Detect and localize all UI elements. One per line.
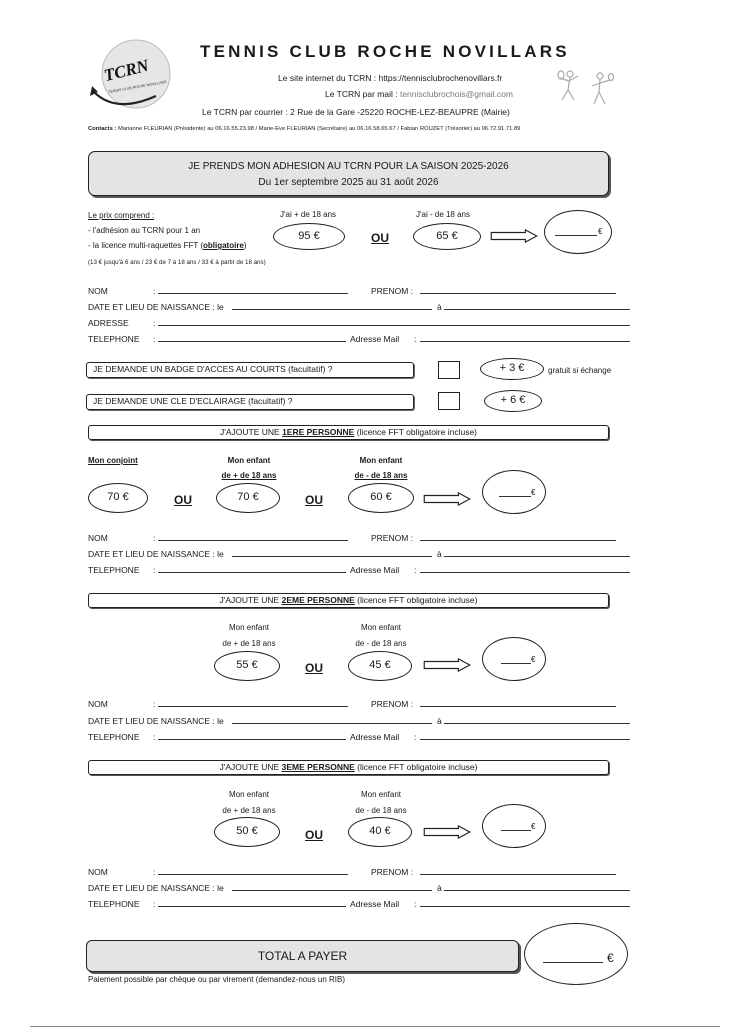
arrow-right-icon (420, 492, 474, 506)
mail-colon: : (414, 334, 417, 344)
person1-adult-label-1: Mon enfant (227, 456, 271, 465)
p2-telephone-colon: : (153, 732, 156, 742)
player-silhouette-icon (556, 66, 614, 116)
p2-birth-place-field[interactable] (444, 723, 630, 724)
adhesion-total-field[interactable] (544, 210, 612, 254)
light-key-price-option (484, 390, 542, 412)
person2-adult-price: 55 € (236, 659, 258, 671)
person3-child-price: 40 € (369, 825, 391, 837)
euro-symbol: € (531, 488, 536, 497)
p1-mail-field[interactable] (420, 572, 630, 573)
person3-bar-bold: 3EME PERSONNE (281, 762, 355, 772)
p1-telephone-field[interactable] (158, 572, 346, 573)
p1-birth-date-field[interactable] (232, 556, 432, 557)
person1-bar-bold: 1ERE PERSONNE (282, 427, 355, 437)
p1-nom-colon: : (153, 533, 156, 543)
mail-field[interactable] (420, 341, 630, 342)
person1-total-blank (499, 496, 531, 497)
person1-total-field[interactable] (482, 470, 546, 514)
p3-telephone-colon: : (153, 899, 156, 909)
p1-nom-label: NOM (88, 533, 108, 543)
total-bar: TOTAL A PAYER (86, 940, 519, 972)
person1-section-bar (88, 425, 609, 440)
person2-adult-label-2: de + de 18 ans (222, 639, 276, 648)
adult-price: 95 € (298, 230, 320, 242)
contacts-label: Contacts : (88, 126, 117, 132)
euro-symbol: € (598, 227, 603, 236)
person1-bar-prefix: J'AJOUTE UNE (219, 427, 283, 437)
person2-total-blank (501, 663, 531, 664)
person2-total-field[interactable] (482, 637, 546, 681)
nom-label: NOM (88, 286, 108, 296)
p3-birth-date-field[interactable] (232, 890, 432, 891)
p2-telephone-label: TELEPHONE (88, 732, 140, 742)
person1-adult-price: 70 € (237, 491, 259, 503)
or-separator: OU (305, 828, 323, 842)
person1-child-price: 60 € (370, 491, 392, 503)
nom-field[interactable] (158, 293, 348, 294)
price-item-adhesion: - l'adhésion au TCRN pour 1 an (88, 226, 201, 235)
contacts-text: Marianne FLEURIAN (Présidente) au 06.16.55.23.98 / Marie-Eve FLEURIAN (Secrétaire) au 06.16.58.65.67 / Fabian ROUZET (Trésorier) au 06.72.91.71.89 (116, 126, 521, 132)
telephone-field[interactable] (158, 341, 346, 342)
person2-bar-suffix: (licence FFT obligatoire incluse) (354, 595, 478, 605)
p1-birth-place-label: à (437, 549, 442, 559)
person3-bar-suffix: (licence FFT obligatoire incluse) (354, 762, 478, 772)
badge-price-option (480, 358, 544, 380)
p1-telephone-colon: : (153, 565, 156, 575)
or-separator: OU (371, 231, 389, 245)
adhesion-total-blank (555, 235, 597, 236)
p2-nom-label: NOM (88, 699, 108, 709)
adult-label: J'ai + de 18 ans (280, 210, 337, 219)
telephone-colon: : (153, 334, 156, 344)
banner-line-1: JE PRENDS MON ADHESION AU TCRN POUR LA SAISON 2025-2026 (188, 161, 509, 172)
p3-telephone-field[interactable] (158, 906, 346, 907)
euro-symbol: € (607, 951, 614, 965)
person3-adult-label-1: Mon enfant (228, 790, 270, 799)
or-separator: OU (174, 493, 192, 507)
birth-date-field[interactable] (232, 309, 432, 310)
person3-adult-option[interactable] (214, 817, 280, 847)
website-line: Le site internet du TCRN : https://tennisclubrochenovillars.fr (278, 73, 503, 83)
person1-conjoint-option[interactable] (88, 483, 148, 513)
badge-request-bar: JE DEMANDE UN BADGE D'ACCES AU COURTS (facultatif) ? (86, 362, 414, 378)
p3-nom-field[interactable] (158, 874, 348, 875)
p3-birth-place-field[interactable] (444, 890, 630, 891)
arrow-right-icon (487, 229, 541, 243)
p2-birth-place-label: à (437, 716, 442, 726)
person3-section-bar (88, 760, 609, 775)
person3-adult-price: 50 € (236, 825, 258, 837)
p1-birth-place-field[interactable] (444, 556, 630, 557)
light-key-request-bar: JE DEMANDE UNE CLE D'ECLAIRAGE (facultatif) ? (86, 394, 414, 410)
adresse-label: ADRESSE (88, 318, 129, 328)
badge-checkbox[interactable] (438, 361, 460, 379)
person1-child-label-1: Mon enfant (359, 456, 403, 465)
contacts-line (88, 126, 520, 132)
prenom-label: PRENOM : (371, 286, 414, 296)
p1-nom-field[interactable] (158, 540, 348, 541)
price-item-licence (88, 241, 247, 250)
grand-total-field[interactable] (524, 923, 628, 985)
p2-mail-field[interactable] (420, 739, 630, 740)
p3-telephone-label: TELEPHONE (88, 899, 140, 909)
person1-child-label-2: de - de 18 ans (354, 471, 408, 480)
banner-line-2: Du 1er septembre 2025 au 31 août 2026 (258, 177, 439, 188)
badge-note: gratuit si échange (548, 366, 612, 375)
person1-adult-option[interactable] (216, 483, 280, 513)
or-separator: OU (305, 493, 323, 507)
or-separator: OU (305, 661, 323, 675)
person1-conjoint-price: 70 € (107, 491, 129, 503)
nom-colon: : (153, 286, 156, 296)
euro-symbol: € (531, 655, 536, 664)
person2-adult-label-1: Mon enfant (228, 623, 270, 632)
p3-prenom-field[interactable] (420, 874, 616, 875)
person2-section-bar (88, 593, 609, 608)
p3-prenom-label: PRENOM : (371, 867, 414, 877)
person1-child-option[interactable] (348, 483, 414, 513)
svg-text:TCRN: TCRN (101, 55, 151, 86)
person1-bar-suffix: (licence FFT obligatoire incluse) (354, 427, 478, 437)
footer-divider (30, 1026, 720, 1027)
person3-bar-prefix: J'AJOUTE UNE (219, 762, 282, 772)
club-logo (86, 36, 178, 114)
person3-child-option[interactable] (348, 817, 412, 847)
birth-label: DATE ET LIEU DE NAISSANCE : le (88, 302, 224, 312)
p2-telephone-field[interactable] (158, 739, 346, 740)
mail-prefix: Le TCRN par mail : (325, 89, 400, 99)
p1-prenom-field[interactable] (420, 540, 616, 541)
season-banner (88, 151, 609, 196)
licence-price-note: (13 € jusqu'à 6 ans / 23 € de 7 à 18 ans / 33 € à partir de 18 ans) (88, 259, 266, 266)
p2-nom-colon: : (153, 699, 156, 709)
adresse-field[interactable] (158, 325, 630, 326)
grand-total-blank (543, 962, 603, 963)
p1-telephone-label: TELEPHONE (88, 565, 140, 575)
prenom-field[interactable] (420, 293, 616, 294)
p1-prenom-label: PRENOM : (371, 533, 414, 543)
euro-symbol: € (531, 822, 536, 831)
arrow-right-icon (420, 825, 474, 839)
person2-child-option[interactable] (348, 651, 412, 681)
p3-birth-place-label: à (437, 883, 442, 893)
price-includes-title: Le prix comprend : (88, 211, 155, 220)
p2-prenom-field[interactable] (420, 706, 616, 707)
p1-mail-label: Adresse Mail (350, 565, 400, 575)
mail-label: Adresse Mail (350, 334, 400, 344)
p2-mail-colon: : (414, 732, 417, 742)
person1-adult-label-2: de + de 18 ans (221, 471, 277, 480)
person2-child-label-2: de - de 18 ans (355, 639, 407, 648)
postal-line: Le TCRN par courrier : 2 Rue de la Gare -25220 ROCHE-LEZ-BEAUPRE (Mairie) (202, 107, 510, 117)
birth-place-label: à (437, 302, 442, 312)
person3-total-blank (501, 830, 531, 831)
birth-place-field[interactable] (444, 309, 630, 310)
p1-mail-colon: : (414, 565, 417, 575)
light-key-checkbox[interactable] (438, 392, 460, 410)
person3-adult-label-2: de + de 18 ans (222, 806, 276, 815)
p2-birth-date-field[interactable] (232, 723, 432, 724)
child-price-option[interactable] (413, 223, 481, 250)
p3-birth-label: DATE ET LIEU DE NAISSANCE : le (88, 883, 224, 893)
child-label: J'ai - de 18 ans (416, 210, 471, 219)
mail-link[interactable]: tennisclubrochois@gmail.com (399, 89, 513, 99)
payment-note: Paiement possible par chèque ou par virement (demandez-nous un RIB) (88, 975, 346, 984)
p3-mail-colon: : (414, 899, 417, 909)
p3-nom-colon: : (153, 867, 156, 877)
p3-nom-label: NOM (88, 867, 108, 877)
p2-nom-field[interactable] (158, 706, 348, 707)
person3-child-label-2: de - de 18 ans (355, 806, 407, 815)
child-price: 65 € (436, 230, 458, 242)
telephone-label: TELEPHONE (88, 334, 140, 344)
person2-child-price: 45 € (369, 659, 391, 671)
svg-text:TENNIS CLUB ROCHE NOVILLARS: TENNIS CLUB ROCHE NOVILLARS (108, 79, 167, 95)
licence-suffix: ) (243, 241, 247, 250)
person1-conjoint-label: Mon conjoint (88, 456, 138, 465)
licence-mandatory: obligatoire (203, 241, 244, 250)
person2-adult-option[interactable] (214, 651, 280, 681)
person3-total-field[interactable] (482, 804, 546, 848)
badge-price: + 3 € (499, 362, 525, 374)
person3-child-label-1: Mon enfant (360, 790, 402, 799)
person2-bar-bold: 2EME PERSONNE (281, 595, 355, 605)
person2-bar-prefix: J'AJOUTE UNE (219, 595, 282, 605)
page-title: TENNIS CLUB ROCHE NOVILLARS (200, 42, 570, 61)
adresse-colon: : (153, 318, 156, 328)
licence-prefix: - la licence multi-raquettes FFT ( (88, 241, 203, 250)
mail-line (325, 89, 513, 99)
p2-mail-label: Adresse Mail (350, 732, 400, 742)
light-key-price: + 6 € (500, 394, 526, 406)
p3-mail-field[interactable] (420, 906, 630, 907)
p1-birth-label: DATE ET LIEU DE NAISSANCE : le (88, 549, 224, 559)
p2-birth-label: DATE ET LIEU DE NAISSANCE : le (88, 716, 224, 726)
adult-price-option[interactable] (273, 223, 345, 250)
p3-mail-label: Adresse Mail (350, 899, 400, 909)
arrow-right-icon (420, 658, 474, 672)
p2-prenom-label: PRENOM : (371, 699, 414, 709)
person2-child-label-1: Mon enfant (360, 623, 402, 632)
